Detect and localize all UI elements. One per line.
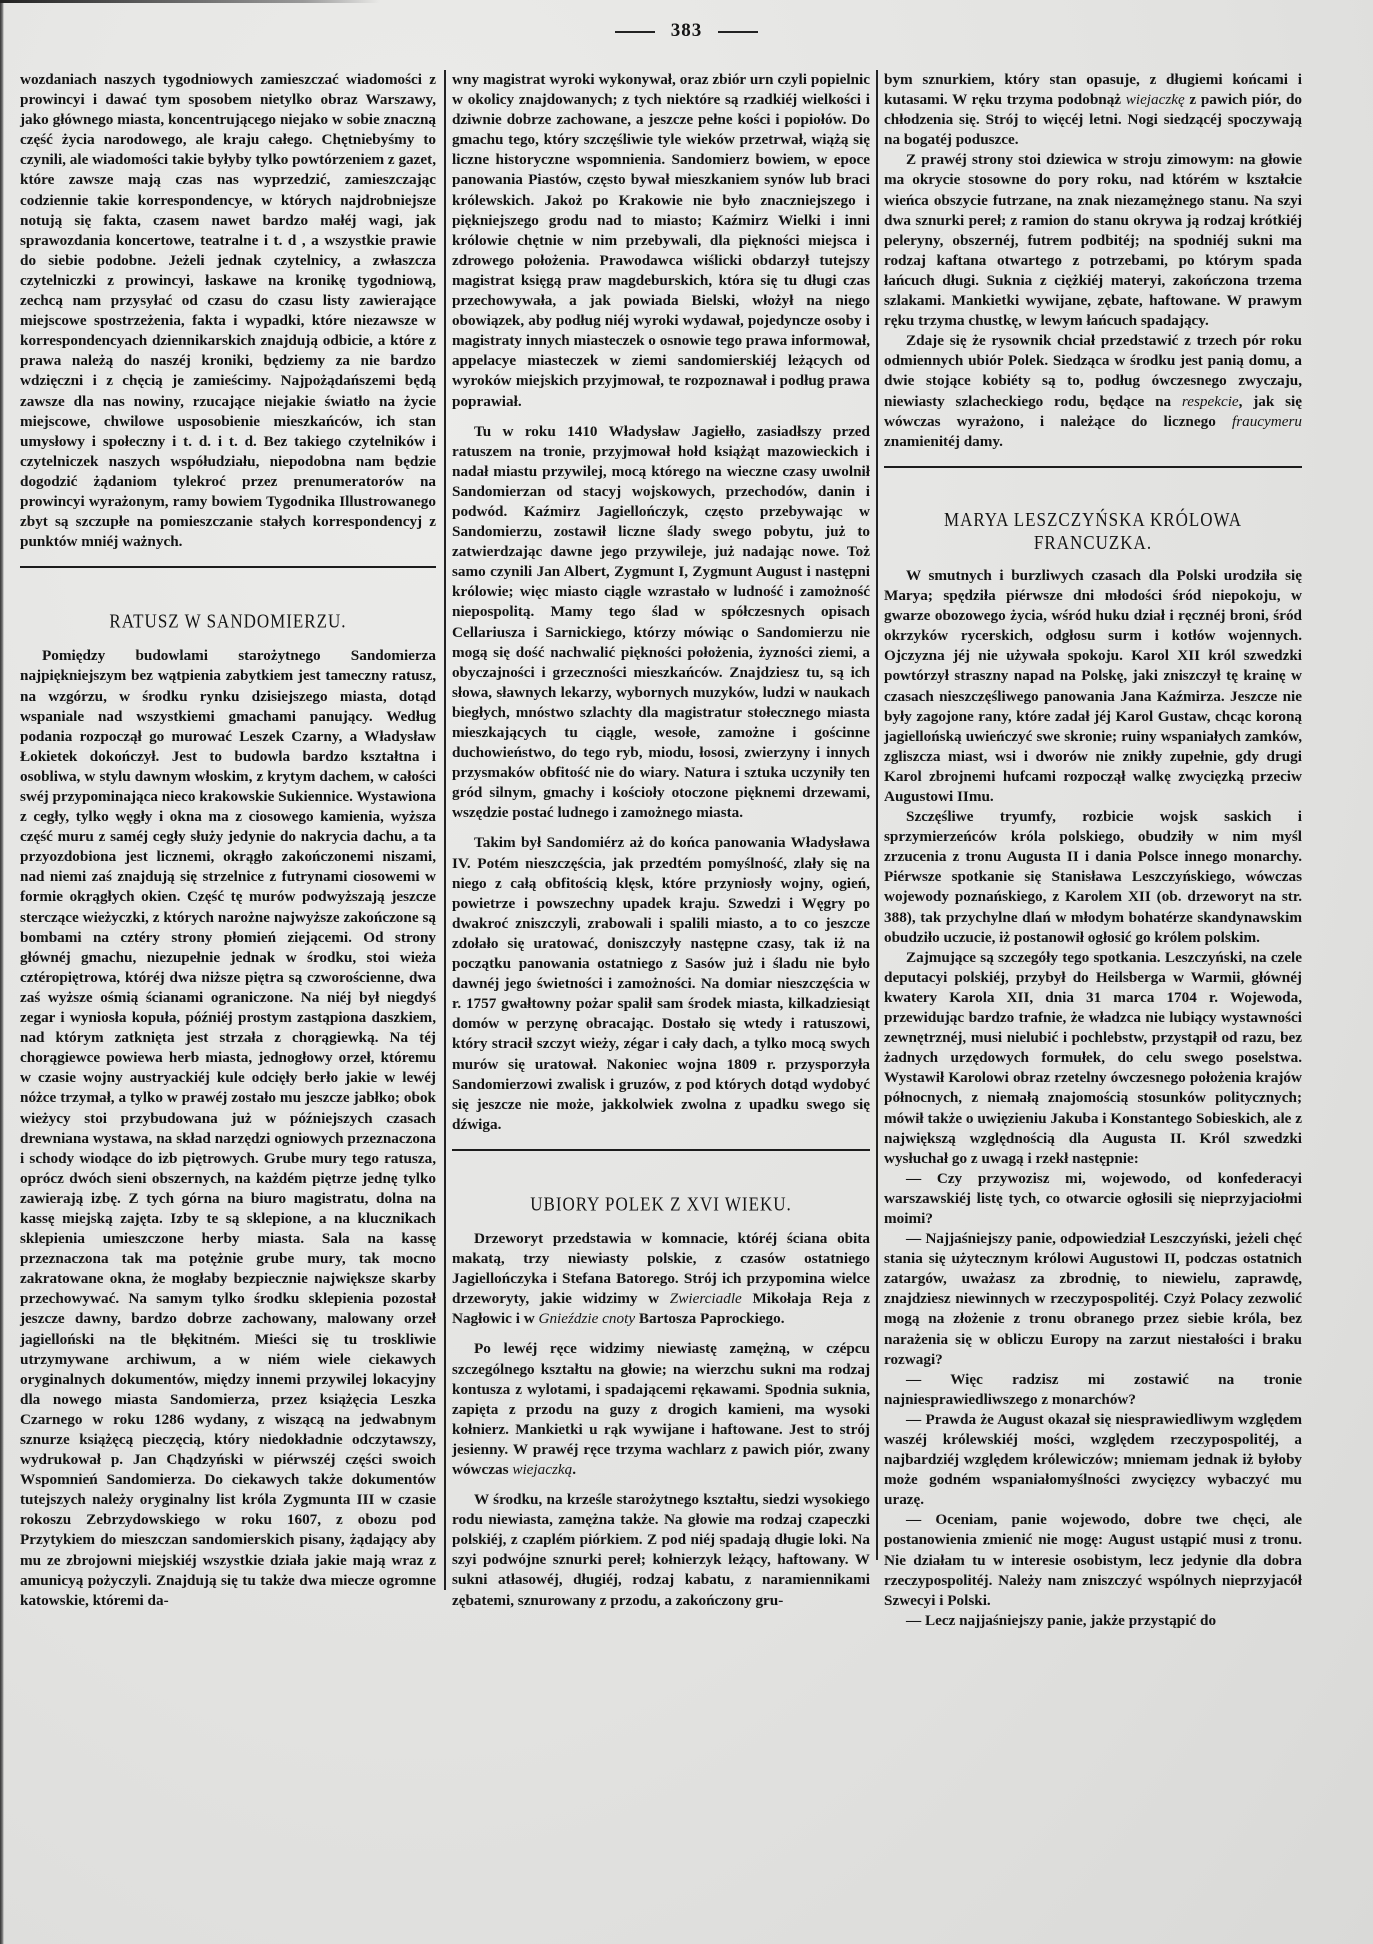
term-italic: respekcie [1181,392,1239,410]
dialogue-line: — Czy przywozisz mi, wojewodo, od konfederacyi warszawskiéj listę tych, co otwarcie ogłosili się nieprzyjaciołmi moimi? [884,1169,1302,1227]
article-paragraph: Drzeworyt przedstawia w komnacie, któréj ściana obita makatą, trzy niewiasty polskie, z czasów ostatniego Jagiellończyka i Stefana Batorego. Strój ich przypomina wielce drzeworyty, jakie widzimy w Zwierciadle Mikołaja Reja z Nagłowic i w Gnieździe cnoty Bartosza Paprockiego. [452,1229,870,1328]
article-paragraph: Zdaje się że rysownik chciał przedstawić z trzech pór roku odmiennych ubiór Polek. Siedząca w środku jest panią domu, a dwie stojące kobiéty są to, podług ówczesnego zwyczaju, niewiasty szlacheckiego rodu, będące na respekcie, jak się wówczas wyrażono, i należące do licznego fraucymeru znamienitéj damy. [884,332,1302,450]
section-divider [452,1149,870,1151]
page-header [0,20,1373,42]
chronicle-closing-paragraph: wozdaniach naszych tygodniowych zamieszczać wiadomości z prowincyi i dawać tym sposobem nietylko obraz Warszawy, jako głównego miasta, koncentrującego niejako w sobie znaczną część życia narodowego, ale kraju całego. Chętniebyśmy to czynili, ale wiadomości takie byłyby tylko powtórzeniem z gazet, które zawsze mają czas nas wyprzedzić, zamieszczając codziennie takie korrespondencye, w których najdrobniejsze notują się fakta, czasem nawet bardzo małéj wagi, jak sprawozdania koncertowe, teatralne i t. d , a wszystkie prawie do siebie podobne. Jeżeli jednak czytelnicy, a zwłaszcza czytelniczki z prowincyi, łaskawe na kronikę tygodniową, zechcą nam przysyłać od czasu do czasu listy zawierające miejscowe spostrzeżenia, fakta i wypadki, które niezawsze w korrespondencyach dziennikarskich znajdują odbicie, a które z prawa należą do naszéj kroniki, będziemy za nie bardzo wdzięczni i z chęcią je zamieścimy. Najpożądańszemi będą zawsze dla nas nowiny, rzucające niejakie światło na życie miejscowe, chwilowe usposobienie mieszkańców, ich stan umysłowy i społeczny i t. d. i t. d. Bez takiego czytelników i czytelniczek naszych współudziału, niepodobna nam będzie dogodzić żądaniom tylekroć przez prenumeratorów na prowincyi wyrażonym, ramy bowiem Tygodnika Illustrowanego zbyt są szczupłe na pomieszczanie stałych korrespondencyj z punktów mniéj ważnych. [20,71,436,551]
article-paragraph: W smutnych i burzliwych czasach dla Polski urodziła się Marya; spędziła piérwsze dni młodości śród niepokoju, w gwarze obozowego życia, wśród huku dział i ręcznéj broni, śród okrzyków rycerskich, odgłosu surm i kotłów wojennych. Ojczyzna jéj nie używała spokoju. Karol XII król szwedzki powtórzył straszny napad na Polskę, jaki zniszczył tę krainę w czasach nieszczęśliwego panowania Jana Kaźmirza. Jeszcze nie były zagojone rany, które zadał jéj Karol Gustaw, chcąc koroną jagiellońską uwieńczyć swe skronie; ruiny wspaniałych zamków, zgliszcza miast, wsi i dworów nie znikły zupełnie, gdy drugi Karol zbrojnemi hufcami rozpoczął walkę zwycięzką przeciw Augustowi IImu. [884,566,1302,805]
section-divider [20,566,436,568]
column-2 [452,70,870,1611]
dialogue-line: — Lecz najjaśniejszy panie, jakże przystąpić do [906,1611,1217,1629]
dialogue-line: — Najjaśniejszy panie, odpowiedział Leszczyński, jeżeli chęć stania się użytecznym królowi Augustowi II, podczas ostatnich zatargów, uważasz za zbrodnię, to niewielu, zaprawdę, znajdziesz niewinnych w rzeczypospolitéj. Czyż Polacy zezwolić mogą na złożenie z tronu obranego przez siebie króla, bez narażenia się w obliczu Europy na zarzut niestałości i braku rozwagi? [884,1230,1302,1368]
article-paragraph: Takim był Sandomiérz aż do końca panowania Władysława IV. Potém nieszczęścia, jak przedtém pomyślność, zlały się na niego z całą obfitością klęsk, które przyniosły wojny, ogień, powietrze i powszechny upadek kraju. Szwedzi i Węgry po dwakroć zniszczyli, zrabowali i spalili miasto, a to co jeszcze zdołało się uratować, doniszczyły następne czasy, tak iż na początku panowania ostatniego z Sasów już i śladu nie było dawnéj jego świetności i zamożności. Na domiar nieszczęścia w r. 1757 gwałtowny pożar spalił sam środek miasta, kilkadziesiąt domów w perzynę obracając. Dostało się wtedy i ratuszowi, który stracił szczyt wieży, zégar i cały dach, a tylko mocą swych murów się uratował. Nakoniec wojna 1809 r. przysporzyła Sandomierzowi zwalisk i gruzów, z pod których dotąd wydobyć się jeszcze nie może, jakkolwiek zwolna z upadku swego się dźwiga. [452,834,870,1133]
article-paragraph: Po lewéj ręce widzimy niewiastę zamężną, w czépcu szczególnego kształtu na głowie; na wierzchu sukni ma rodzaj kontusza z wylotami, i spadającemi rękawami. Spodnia suknia, zapięta z przodu na guzy z drogich kamieni, ma wysoki kołnierz. Mankietki u rąk wywijane i haftowane. Jest to strój jesienny. W prawéj ręce trzyma wachlarz z pawich piór, zwany wówczas wiejaczką. [452,1340,870,1478]
article-paragraph: wny magistrat wyroki wykonywał, oraz zbiór urn czyli popielnic w okolicy znajdowanych; z tych niektóre są rzadkiéj wielkości i dziwnie dobrze zachowane, a jeszcze pełne kości i popiołów. Do gmachu tego, który szczęśliwie tyle wieków przetrwał, wiążą się liczne historyczne wspomnienia. Sandomierz bowiem, w epoce panowania Piastów, często bywał mieszkaniem synów lub braci królewskich. Jakoż po Krakowie nie było znaczniejszego i piękniejszego grodu nad to miasto; Kaźmirz Wielki i inni królowie chętnie w nim przebywali, dla piękności miejsca i zdrowego położenia. Prawodawca wiślicki obdarzył tutejszy magistrat księgą praw magdeburskich, która się tu długi czas przechowywała, a jak powiada Bielski, włożył na niego obowiązek, aby podług niéj wyroki wydawał, pojedyncze osoby i magistraty innych miasteczek o osnowie tego prawa informował, appelacye miasteczek w ziemi sandomierskiéj leżących od wyroków miejskich przyjmował, te rozpoznawał i podług prawa poprawiał. [452,71,870,410]
article-title-marya: MARYA LESZCZYŃSKA KRÓLOWA FRANCUZKA. [944,508,1242,554]
column-3 [884,70,1302,1631]
article-paragraph: Z prawéj strony stoi dziewica w stroju zimowym: na głowie ma okrycie stosowne do pory roku, nad którém w kształcie wieńca obszycie futrzane, na znak niezamężnego stanu. Na szyi dwa sznurki pereł; z ramion do stanu okrywa ją rodzaj krótkiéj peleryny, obszernéj, futrem podbitéj; na spodniéj sukni ma rodzaj kaftana otwartego z potrzebami, po którym spada łańcuch długi. Suknia z ciężkiéj materyi, zakończona trzema szlakami. Mankietki wywijane, zębate, haftowane. W prawym ręku trzyma chustkę, w lewym łańcuch spadający. [884,151,1302,330]
article-title-ratusz: RATUSZ W SANDOMIERZU. [109,610,347,633]
term-italic: fraucymeru [1231,412,1302,430]
article-paragraph: Zajmujące są szczegóły tego spotkania. Leszczyński, na czele deputacyi polskiéj, przybył do Heilsberga w Warmii, głównéj kwatery Karola XII, dnia 31 marca 1704 r. Wojewoda, przewidując bardzo trafnie, że władzca nie lubiący wystawności zewnętrznéj, musi nielubić i pochlebstw, przystąpił od razu, bez żadnych urzędowych formułek, do celu swego poselstwa. Wystawił Karolowi obraz rzetelny ówczesnego położenia krajów północnych, z niemałą znajomością stosunków politycznych; mówił także o uwięzieniu Jakuba i Konstantego Sobieskich, ale z największą względnością dla Augusta II. Król szwedzki wysłuchał go z uwagą i rzekł następnie: [884,948,1302,1167]
book-title-italic: Zwierciadle [669,1290,742,1308]
book-title-italic: Gnieździe cnoty [538,1310,636,1328]
dialogue-line: — Oceniam, panie wojewodo, dobre twe chęci, ale postanowienia zmienić nie mogę: August ustąpić musi z tronu. Nie działam tu w interesie osobistym, lecz jedynie dla dobra rzeczypospolitéj. Należy nam zniszczyć wspólnych nieprzyjacół Szwecyi i Polski. [884,1511,1302,1609]
article-paragraph: Pomiędzy budowlami starożytnego Sandomierza najpiękniejszym bez wątpienia zabytkiem jest tameczny ratusz, na wzgórzu, w środku rynku dzisiejszego miasta, dotąd wspaniale nad wszystkiemi gmachami panujący. Według podania rozpoczął go murować Leszek Czarny, a Władysław Łokietek dokończył. Jest to budowla bardzo kształtna i osobliwa, w stylu dawnym włoskim, z krytym dachem, w całości swéj przypominająca nieco krakowskie Sukiennice. Wystawiona z cegły, tylko węgły i okna ma z ciosowego kamienia, wyższa część muru z saméj cegły służy jedynie do nakrycia dachu, a ta przyozdobiona jest licznemi, okrągło zakończonemi niszami, nad niemi zaś znajdują się strzelnice z futrynami ciosowemi w formie okrągłych okien. Część tę murów podwyższają jeszcze sterczące wieżyczki, z których narożne najwyższe zakończone są bombami na cztéry strony płomień ziejącemi. Od strony głównéj gmachu, niezupełnie jednak w środku, stoi wieża cztéropiętrowa, któréj dwa niższe piętra są czworościenne, dwa zaś wyższe ośmią ścianami ograniczone. Na niéj był niegdyś zegar i wyniosła kopuła, późniéj prostym zastąpiona daszkiem, nad którym zatknięta jest strzała z chorągiewką. Na téj chorągiewce powiewa herb miasta, jednogłowy orzeł, któremu w czasie wojny austryackiéj kule odcięły berło jakie w lewéj nóżce trzymał, a tylko w prawéj zostało mu jeszcze jabłko; obok wieżycy stoi przybudowana już w późniejszych czasach drewniana wystawa, na skład narzędzi ogniowych przeznaczona i schody wiodące do izb piętrowych. Grube mury tego ratusza, oprócz dwóch sieni obszernych, na każdém piętrze jednę tylko zawierają izbę. Z tych górna na biuro magistratu, dolna na kassę miejską zajęta. Izby te są sklepione, a na klucznikach sklepienia umieszczone herby miasta. Sala na kassę przeznaczona tak ma potężnie grube mury, tak mocno zakratowane okna, że mogłaby bezpiecznie największe skarby przechowywać. Na samym tylko środku sklepienia pozostał jeszcze dawny, bardzo dobrze zachowany, malowany orzeł jagielloński na tle błękitném. Mieści się tu troskliwie utrzymywane archiwum, a w niém wiele ciekawych oryginalnych dokumentów, między innemi przywilej lokacyjny dla nowego miasta Sandomierza, przez książęcia Leszka Czarnego w roku 1286 wydany, z wiszącą na jedwabnym sznurze książęcą pieczęcią, który niedokładnie odczytawszy, wydrukował p. Jan Chądzyński w piérwszéj części swoich Wspomnień Sandomierza. Do ciekawych także dokumentów tutejszych należy oryginalny list króla Zygmunta III w czasie rokoszu Zebrzydowskiego w roku 1607, z obozu pod Przytykiem do mieszczan sandomierskich pisany, żądający aby mu ze zbrojowni miejskiéj wszystkie działa jakie mają wraz z amunicyą pożyczyli. Znajdują się tu także dwa miecze ogromne katowskie, któremi da- [20,647,436,1609]
article-paragraph: Szczęśliwe tryumfy, rozbicie wojsk saskich i sprzymierzeńców króla polskiego, obudziły w nim myśl zrzucenia z tronu Augusta II i dania Polsce innego monarchy. Piérwsze spotkanie się Stanisława Leszczyńskiego, wówczas wojewody poznańskiego, z Karolem XII (ob. drzeworyt na str. 388), tak przychylne dlań w młodym bohatérze skandynawskim obudziło uczucie, iż postanowił ogłosić go królem polskim. [884,808,1302,946]
page-number: 383 [670,20,703,41]
article-paragraph: Tu w roku 1410 Władysław Jagiełło, zasiadłszy przed ratuszem na tronie, przyjmował hołd książąt mazowieckich i nadał miastu przywilej, mocą którego na wieczne czasy uwolnił Sandomierzan od stacyj wojskowych, przechodów, danin i podwód. Kaźmirz Jagiellończyk, często przebywając w Sandomierzu, zostawił liczne ślady swego pobytu, już to zatwierdzając dawne jego przywileje, już nadając nowe. Toż samo czynili Jan Albert, Zygmunt I, Zygmunt August i następni królowie; więc miasto ciągle wzrastało w ludność i zamożność niepospolitą. Mamy tego ślad w spółczesnych opisach Cellariusza i Sarnickiego, którzy mówiąc o Sandomierzu nie mogą się dość nachwalić piękności położenia, żyzności ziemi, a obyczajności i grzeczności mieszkańców. Znajdziesz tu, są ich słowa, sławnych lekarzy, wybornych muzyków, ludzi w naukach biegłych, mnóstwo szlachty dla magistratur stołecznego miasta mieszkających tu ciągle, wesołe, zamożne i gościnne duchowieństwo, do tego ryb, miodu, łososi, zwierzyny i innych przysmaków obfitość nie do wiary. Natura i sztuka uczyniły ten gród silnym, gmachy i kościoły otoczone pięknemi drzewami, wszędzie postać ludnego i zamożnego miasta. [452,422,870,822]
section-divider [884,466,1302,468]
column-divider-1 [444,70,446,1590]
page-number-dash-right [718,31,758,33]
term-italic: wiejaczką [512,1461,573,1478]
dialogue-line: — Więc radzisz mi zostawić na tronie najniesprawiedliwszego z monarchów? [884,1370,1302,1408]
page-edge-top-shadow [0,0,380,3]
column-divider-2 [876,70,878,1560]
page-number-dash-left [615,31,655,33]
page-edge-shadow [0,0,4,1944]
article-paragraph: W środku, na krześle starożytnego kształtu, siedzi wysokiego rodu niewiasta, zamężna także. Na głowie ma rodzaj czapeczki polskiéj, z czaplém piórkiem. Z pod niéj spadają długie loki. Na szyi podwójne sznurki pereł; kołnierzyk leżący, haftowany. W sukni atłasowéj, długiéj, rodzaj kabatu, z naramiennikami zębatemi, sznurowany z przodu, a zakończony gru- [452,1491,870,1609]
column-1 [20,70,436,1611]
dialogue-line: — Prawda że August okazał się niesprawiedliwym względem waszéj królewskiéj mości, względem rzeczypospolitéj, a najbardziéj względem królewiczów; mniemam jednak iż byłoby może godném wspaniałomyślności zwycięzcy wybaczyć mu urazę. [884,1410,1302,1509]
article-title-ubiory: UBIORY POLEK Z XVI WIEKU. [530,1193,792,1216]
article-paragraph: bym sznurkiem, który stan opasuje, z długiemi końcami i kutasami. W ręku trzyma podobnąż wiejaczkę z pawich piór, do chłodzenia się. Strój to więcéj letni. Nogi siedzącéj spoczywają na bogatéj poduszce. [884,71,1302,149]
term-italic: wiejaczkę [1125,91,1185,109]
